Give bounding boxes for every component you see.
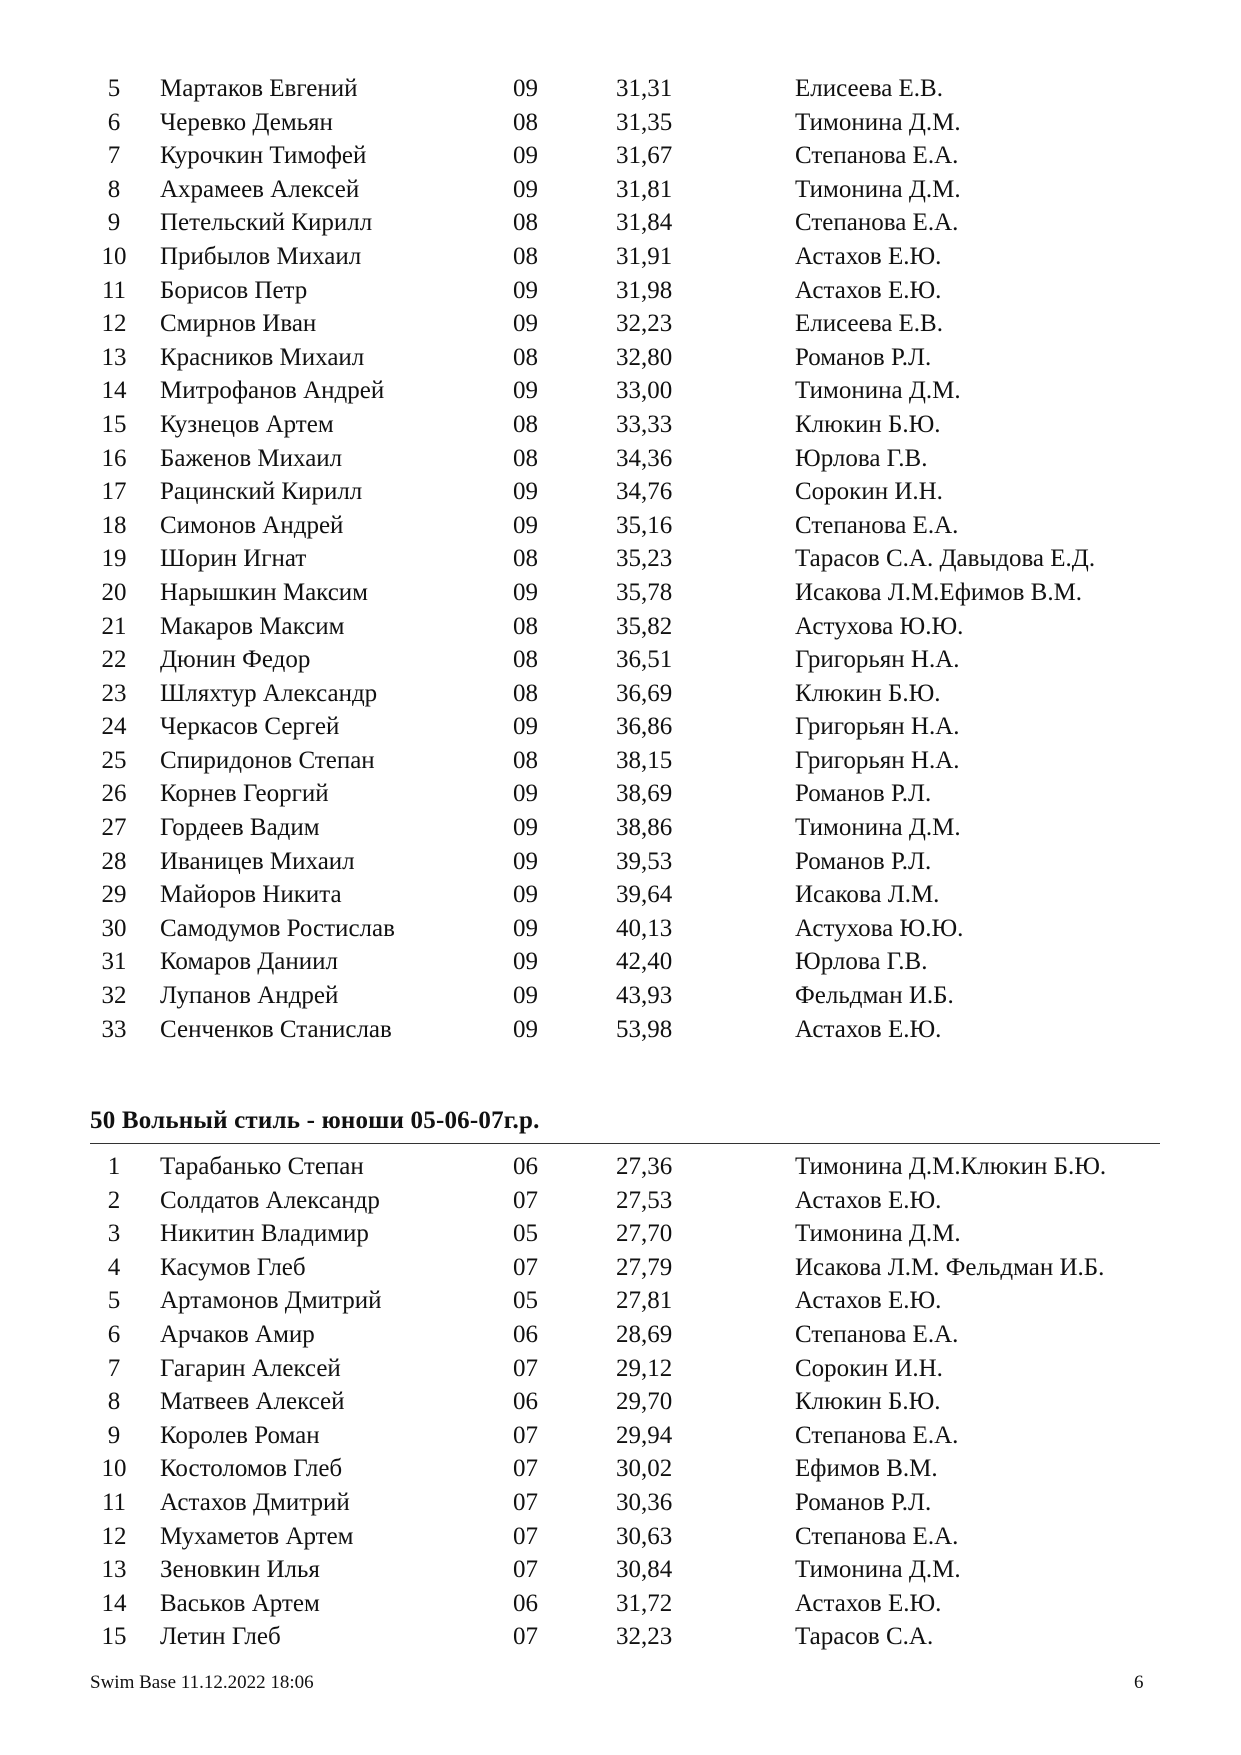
birth-year: 09: [513, 814, 538, 842]
coach-name: Астухова Ю.Ю.: [795, 612, 964, 640]
birth-year: 08: [513, 242, 538, 270]
swimmer-name: Курочкин Тимофей: [160, 142, 367, 170]
result-row: [0, 912, 1241, 946]
footer-timestamp: Swim Base 11.12.2022 18:06: [90, 1672, 314, 1693]
result-row: [0, 1486, 1241, 1520]
place-cell: 10: [101, 242, 127, 270]
birth-year: 08: [513, 612, 538, 640]
coach-name: Тимонина Д.М.: [795, 377, 961, 405]
coach-name: Степанова Е.А.: [795, 1421, 959, 1449]
coach-name: Романов Р.Л.: [795, 1488, 932, 1516]
swimmer-name: Никитин Владимир: [160, 1220, 369, 1248]
result-time: 33,33: [616, 410, 673, 438]
result-time: 31,91: [616, 242, 673, 270]
place-cell: 23: [101, 679, 127, 707]
result-row: [0, 240, 1241, 274]
swimmer-name: Матвеев Алексей: [160, 1388, 345, 1416]
swimmer-name: Мухаметов Артем: [160, 1522, 354, 1550]
place-cell: 9: [107, 209, 121, 237]
coach-name: Степанова Е.А.: [795, 142, 959, 170]
coach-name: Григорьян Н.А.: [795, 713, 960, 741]
birth-year: 06: [513, 1153, 538, 1180]
coach-name: Астахов Е.Ю.: [795, 1015, 942, 1043]
birth-year: 06: [513, 1589, 538, 1617]
result-row: [0, 542, 1241, 576]
result-row: [0, 509, 1241, 543]
swimmer-name: Прибылов Михаил: [160, 242, 362, 270]
coach-name: Тимонина Д.М.Клюкин Б.Ю.: [795, 1153, 1107, 1180]
swimmer-name: Астахов Дмитрий: [160, 1488, 350, 1516]
result-row: [0, 1013, 1241, 1047]
place-cell: 14: [101, 377, 127, 405]
result-row: [0, 475, 1241, 509]
swimmer-name: Иваницев Михаил: [160, 847, 355, 875]
section-divider: [90, 1143, 1160, 1144]
swimmer-name: Петельский Кирилл: [160, 209, 373, 237]
birth-year: 09: [513, 377, 538, 405]
place-cell: 19: [101, 545, 127, 573]
result-time: 38,86: [616, 814, 673, 842]
swimmer-name: Сенченков Станислав: [160, 1015, 392, 1043]
coach-name: Григорьян Н.А.: [795, 646, 960, 674]
swimmer-name: Тарабанько Степан: [160, 1153, 364, 1180]
result-time: 31,72: [616, 1589, 673, 1617]
result-time: 32,23: [616, 310, 673, 338]
swimmer-name: Красников Михаил: [160, 343, 365, 371]
place-cell: 5: [107, 1287, 121, 1315]
result-time: 31,35: [616, 108, 673, 136]
result-row: [0, 1318, 1241, 1352]
coach-name: Юрлова Г.В.: [795, 444, 928, 472]
birth-year: 09: [513, 713, 538, 741]
birth-year: 09: [513, 948, 538, 976]
result-row: [0, 173, 1241, 207]
result-row: [0, 576, 1241, 610]
coach-name: Тарасов С.А. Давыдова Е.Д.: [795, 545, 1096, 573]
birth-year: 07: [513, 1488, 538, 1516]
swimmer-name: Шорин Игнат: [160, 545, 307, 573]
coach-name: Клюкин Б.Ю.: [795, 679, 941, 707]
place-cell: 33: [101, 1015, 127, 1043]
birth-year: 08: [513, 209, 538, 237]
place-cell: 2: [107, 1186, 121, 1214]
swimmer-name: Королев Роман: [160, 1421, 320, 1449]
result-row: [0, 1587, 1241, 1621]
result-time: 31,31: [616, 75, 673, 102]
result-time: 38,69: [616, 780, 673, 808]
result-time: 30,63: [616, 1522, 673, 1550]
swimmer-name: Касумов Глеб: [160, 1253, 306, 1281]
coach-name: Елисеева Е.В.: [795, 310, 943, 338]
birth-year: 09: [513, 982, 538, 1010]
coach-name: Клюкин Б.Ю.: [795, 410, 941, 438]
place-cell: 18: [101, 511, 127, 539]
swimmer-name: Комаров Даниил: [160, 948, 339, 976]
result-row: [0, 777, 1241, 811]
place-cell: 11: [101, 1488, 127, 1516]
coach-name: Степанова Е.А.: [795, 1320, 959, 1348]
result-row: [0, 1620, 1241, 1654]
place-cell: 9: [107, 1421, 121, 1449]
result-time: 29,70: [616, 1388, 673, 1416]
coach-name: Исакова Л.М.Ефимов В.М.: [795, 578, 1083, 606]
result-row: [0, 206, 1241, 240]
place-cell: 20: [101, 578, 127, 606]
swimmer-name: Лупанов Андрей: [160, 982, 339, 1010]
result-time: 32,23: [616, 1623, 673, 1651]
result-time: 35,16: [616, 511, 673, 539]
result-time: 42,40: [616, 948, 673, 976]
swimmer-name: Смирнов Иван: [160, 310, 317, 338]
birth-year: 07: [513, 1253, 538, 1281]
coach-name: Романов Р.Л.: [795, 780, 932, 808]
result-row: [0, 1452, 1241, 1486]
swimmer-name: Васьков Артем: [160, 1589, 320, 1617]
birth-year: 06: [513, 1320, 538, 1348]
result-row: [0, 878, 1241, 912]
birth-year: 08: [513, 679, 538, 707]
coach-name: Астахов Е.Ю.: [795, 1287, 942, 1315]
place-cell: 5: [107, 75, 121, 102]
swimmer-name: Макаров Максим: [160, 612, 345, 640]
coach-name: Григорьян Н.А.: [795, 746, 960, 774]
result-row: [0, 442, 1241, 476]
birth-year: 09: [513, 881, 538, 909]
result-time: 35,78: [616, 578, 673, 606]
result-row: [0, 307, 1241, 341]
result-row: [0, 845, 1241, 879]
birth-year: 09: [513, 914, 538, 942]
result-time: 34,36: [616, 444, 673, 472]
swimmer-name: Кузнецов Артем: [160, 410, 334, 438]
page-number: 6: [1134, 1672, 1144, 1693]
result-time: 27,36: [616, 1153, 673, 1180]
result-row: [0, 1385, 1241, 1419]
result-time: 35,82: [616, 612, 673, 640]
swimmer-name: Корнев Георгий: [160, 780, 329, 808]
result-time: 27,70: [616, 1220, 673, 1248]
place-cell: 31: [101, 948, 127, 976]
swimmer-name: Баженов Михаил: [160, 444, 343, 472]
result-row: [0, 1184, 1241, 1218]
swimmer-name: Нарышкин Максим: [160, 578, 368, 606]
result-row: [0, 1150, 1241, 1184]
swimmer-name: Шляхтур Александр: [160, 679, 378, 707]
place-cell: 1: [107, 1153, 121, 1180]
place-cell: 17: [101, 478, 127, 506]
place-cell: 27: [101, 814, 127, 842]
birth-year: 08: [513, 545, 538, 573]
swimmer-name: Зеновкин Илья: [160, 1556, 320, 1584]
birth-year: 09: [513, 175, 538, 203]
swimmer-name: Летин Глеб: [160, 1623, 281, 1651]
result-time: 32,80: [616, 343, 673, 371]
place-cell: 32: [101, 982, 127, 1010]
place-cell: 7: [107, 1354, 121, 1382]
coach-name: Астухова Ю.Ю.: [795, 914, 964, 942]
result-time: 39,53: [616, 847, 673, 875]
place-cell: 25: [101, 746, 127, 774]
result-time: 31,98: [616, 276, 673, 304]
birth-year: 09: [513, 578, 538, 606]
result-row: [0, 374, 1241, 408]
place-cell: 24: [101, 713, 127, 741]
section-title: 50 Вольный стиль - юноши 05-06-07г.р.: [90, 1107, 540, 1134]
result-row: [0, 744, 1241, 778]
result-time: 36,51: [616, 646, 673, 674]
place-cell: 7: [107, 142, 121, 170]
swimmer-name: Симонов Андрей: [160, 511, 344, 539]
coach-name: Романов Р.Л.: [795, 847, 932, 875]
result-row: [0, 408, 1241, 442]
place-cell: 12: [101, 1522, 127, 1550]
place-cell: 29: [101, 881, 127, 909]
result-row: [0, 1553, 1241, 1587]
birth-year: 07: [513, 1623, 538, 1651]
place-cell: 6: [107, 1320, 121, 1348]
swimmer-name: Рацинский Кирилл: [160, 478, 363, 506]
result-time: 30,36: [616, 1488, 673, 1516]
place-cell: 14: [101, 1589, 127, 1617]
swimmer-name: Дюнин Федор: [160, 646, 311, 674]
result-time: 31,67: [616, 142, 673, 170]
swimmer-name: Мартаков Евгений: [160, 75, 358, 102]
swimmer-name: Самодумов Ростислав: [160, 914, 395, 942]
results-table-bottom: [0, 1150, 1241, 1654]
results-table-top: [0, 72, 1241, 1046]
birth-year: 07: [513, 1421, 538, 1449]
place-cell: 21: [101, 612, 127, 640]
result-time: 38,15: [616, 746, 673, 774]
birth-year: 08: [513, 646, 538, 674]
swimmer-name: Борисов Петр: [160, 276, 308, 304]
result-time: 30,84: [616, 1556, 673, 1584]
result-row: [0, 274, 1241, 308]
result-row: [0, 72, 1241, 106]
swimmer-name: Гордеев Вадим: [160, 814, 320, 842]
place-cell: 13: [101, 1556, 127, 1584]
place-cell: 15: [101, 1623, 127, 1651]
coach-name: Исакова Л.М.: [795, 881, 940, 909]
result-time: 40,13: [616, 914, 673, 942]
result-time: 53,98: [616, 1015, 673, 1043]
birth-year: 09: [513, 75, 538, 102]
result-time: 33,00: [616, 377, 673, 405]
birth-year: 07: [513, 1354, 538, 1382]
result-row: [0, 341, 1241, 375]
birth-year: 07: [513, 1556, 538, 1584]
swimmer-name: Ахрамеев Алексей: [160, 175, 360, 203]
result-time: 31,81: [616, 175, 673, 203]
place-cell: 6: [107, 108, 121, 136]
coach-name: Степанова Е.А.: [795, 1522, 959, 1550]
coach-name: Астахов Е.Ю.: [795, 1589, 942, 1617]
result-time: 28,69: [616, 1320, 673, 1348]
birth-year: 09: [513, 478, 538, 506]
coach-name: Степанова Е.А.: [795, 209, 959, 237]
result-time: 34,76: [616, 478, 673, 506]
place-cell: 3: [107, 1220, 121, 1248]
result-row: [0, 945, 1241, 979]
birth-year: 09: [513, 511, 538, 539]
coach-name: Романов Р.Л.: [795, 343, 932, 371]
result-row: [0, 1217, 1241, 1251]
result-row: [0, 1520, 1241, 1554]
result-time: 43,93: [616, 982, 673, 1010]
birth-year: 09: [513, 276, 538, 304]
swimmer-name: Гагарин Алексей: [160, 1354, 341, 1382]
result-row: [0, 1419, 1241, 1453]
birth-year: 09: [513, 847, 538, 875]
coach-name: Сорокин И.Н.: [795, 478, 943, 506]
result-row: [0, 106, 1241, 140]
place-cell: 8: [107, 1388, 121, 1416]
result-row: [0, 979, 1241, 1013]
birth-year: 07: [513, 1455, 538, 1483]
coach-name: Сорокин И.Н.: [795, 1354, 943, 1382]
swimmer-name: Майоров Никита: [160, 881, 342, 909]
coach-name: Тарасов С.А.: [795, 1623, 934, 1651]
swimmer-name: Артамонов Дмитрий: [160, 1287, 382, 1315]
result-time: 36,69: [616, 679, 673, 707]
place-cell: 4: [107, 1253, 121, 1281]
result-row: [0, 1352, 1241, 1386]
result-row: [0, 1284, 1241, 1318]
coach-name: Астахов Е.Ю.: [795, 1186, 942, 1214]
swimmer-name: Спиридонов Степан: [160, 746, 375, 774]
birth-year: 05: [513, 1220, 538, 1248]
result-time: 31,84: [616, 209, 673, 237]
place-cell: 16: [101, 444, 127, 472]
coach-name: Астахов Е.Ю.: [795, 276, 942, 304]
swimmer-name: Митрофанов Андрей: [160, 377, 385, 405]
place-cell: 15: [101, 410, 127, 438]
result-row: [0, 610, 1241, 644]
birth-year: 09: [513, 310, 538, 338]
coach-name: Астахов Е.Ю.: [795, 242, 942, 270]
birth-year: 09: [513, 780, 538, 808]
coach-name: Тимонина Д.М.: [795, 1220, 961, 1248]
birth-year: 08: [513, 410, 538, 438]
coach-name: Тимонина Д.М.: [795, 175, 961, 203]
result-time: 39,64: [616, 881, 673, 909]
coach-name: Фельдман И.Б.: [795, 982, 954, 1010]
place-cell: 13: [101, 343, 127, 371]
birth-year: 08: [513, 343, 538, 371]
result-row: [0, 1251, 1241, 1285]
birth-year: 09: [513, 142, 538, 170]
result-time: 27,53: [616, 1186, 673, 1214]
coach-name: Исакова Л.М. Фельдман И.Б.: [795, 1253, 1105, 1281]
swimmer-name: Солдатов Александр: [160, 1186, 380, 1214]
birth-year: 07: [513, 1522, 538, 1550]
place-cell: 22: [101, 646, 127, 674]
coach-name: Ефимов В.М.: [795, 1455, 938, 1483]
result-time: 27,79: [616, 1253, 673, 1281]
birth-year: 05: [513, 1287, 538, 1315]
place-cell: 26: [101, 780, 127, 808]
place-cell: 30: [101, 914, 127, 942]
coach-name: Клюкин Б.Ю.: [795, 1388, 941, 1416]
place-cell: 12: [101, 310, 127, 338]
coach-name: Тимонина Д.М.: [795, 1556, 961, 1584]
swimmer-name: Костоломов Глеб: [160, 1455, 343, 1483]
place-cell: 8: [107, 175, 121, 203]
result-time: 29,12: [616, 1354, 673, 1382]
result-row: [0, 139, 1241, 173]
birth-year: 08: [513, 108, 538, 136]
coach-name: Степанова Е.А.: [795, 511, 959, 539]
swimmer-name: Арчаков Амир: [160, 1320, 315, 1348]
birth-year: 08: [513, 746, 538, 774]
swimmer-name: Черкасов Сергей: [160, 713, 340, 741]
result-row: [0, 643, 1241, 677]
result-row: [0, 811, 1241, 845]
birth-year: 07: [513, 1186, 538, 1214]
result-row: [0, 677, 1241, 711]
result-row: [0, 710, 1241, 744]
result-time: 36,86: [616, 713, 673, 741]
coach-name: Тимонина Д.М.: [795, 814, 961, 842]
result-time: 35,23: [616, 545, 673, 573]
result-time: 27,81: [616, 1287, 673, 1315]
coach-name: Елисеева Е.В.: [795, 75, 943, 102]
coach-name: Юрлова Г.В.: [795, 948, 928, 976]
place-cell: 11: [101, 276, 127, 304]
birth-year: 08: [513, 444, 538, 472]
place-cell: 10: [101, 1455, 127, 1483]
birth-year: 06: [513, 1388, 538, 1416]
coach-name: Тимонина Д.М.: [795, 108, 961, 136]
birth-year: 09: [513, 1015, 538, 1043]
place-cell: 28: [101, 847, 127, 875]
result-time: 30,02: [616, 1455, 673, 1483]
result-time: 29,94: [616, 1421, 673, 1449]
swimmer-name: Черевко Демьян: [160, 108, 333, 136]
